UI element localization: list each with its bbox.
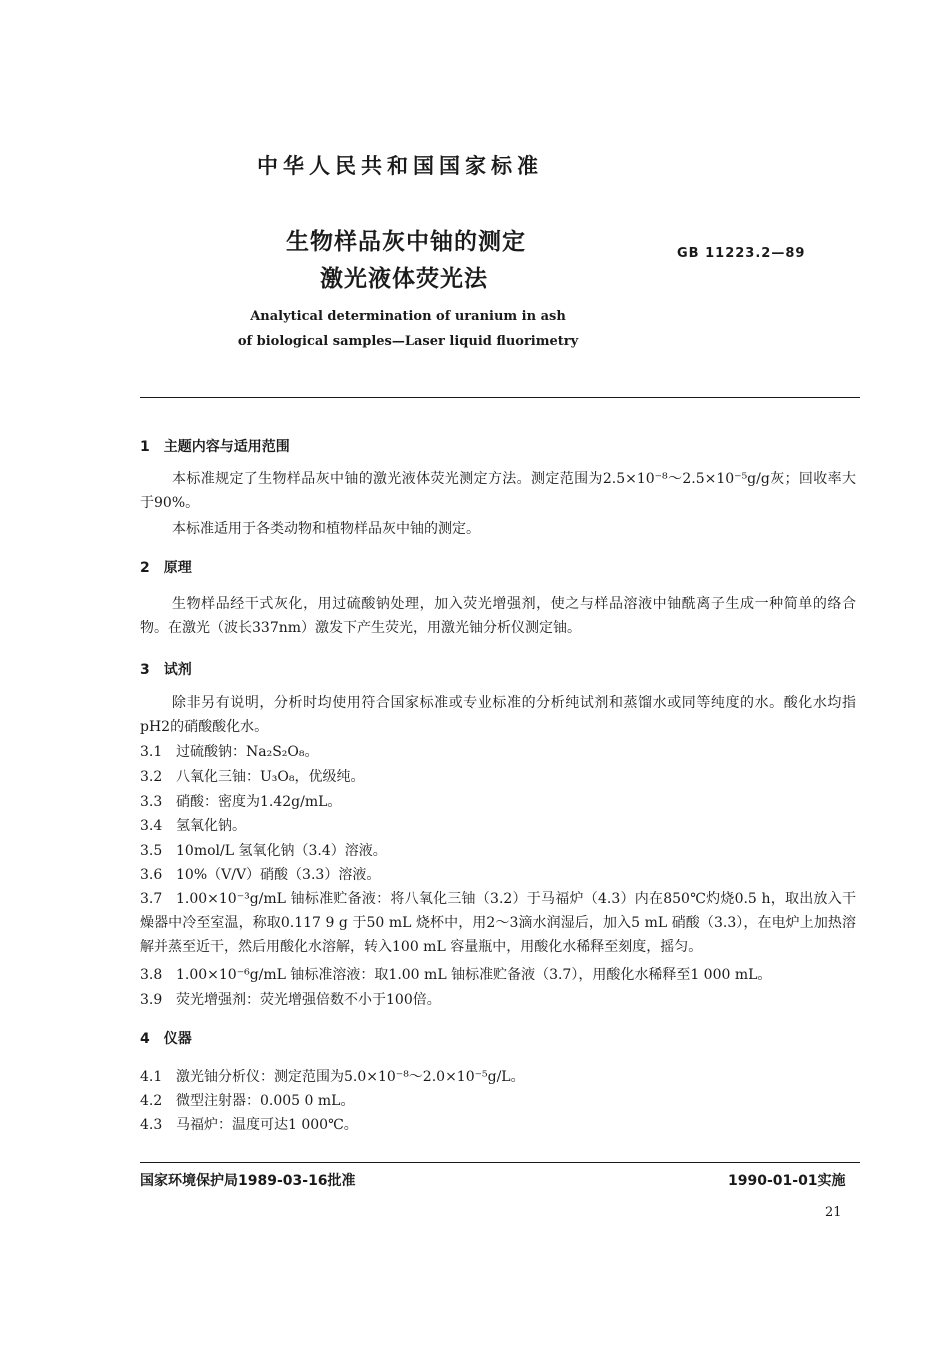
section-4-heading: 4 仪器: [140, 1031, 192, 1047]
list-item-3-8: [140, 964, 771, 984]
top-divider: [140, 397, 860, 398]
item-text: 荧光增强剂：荧光增强倍数不小于100倍。: [176, 992, 441, 1008]
list-item-3-6: [140, 864, 380, 884]
document-title-line-1: 生物样品灰中铀的测定: [286, 229, 526, 255]
list-item-3-1: [140, 741, 319, 761]
item-text: 氢氧化钠。: [176, 818, 246, 834]
section-3-paragraph: 除非另有说明，分析时均使用符合国家标准或专业标准的分析纯试剂和蒸馏水或同等纯度的水。酸化水均指 pH2的硝酸酸化水。: [140, 695, 856, 735]
item-text: 10mol/L 氢氧化钠（3.4）溶液。: [176, 843, 387, 859]
page-number: 21: [825, 1205, 842, 1220]
standard-body-title: 中华人民共和国国家标准: [257, 154, 543, 178]
standard-code: GB 11223.2—89: [677, 246, 806, 261]
item-text: 1.00×10⁻³g/mL 铀标准贮备液：将八氧化三铀（3.2）于马福炉（4.3）内在850℃灼烧0.5 h，取出放入干燥器中冷至室温，称取0.117 9 g 于50 mL 烧杯中，用2～3滴水润湿后，加入5 mL 硝酸（3.3），在电炉上加热溶解并蒸至近干，然后用酸化水溶解，转入100 mL 容量瓶中，用酸化水稀释至刻度，摇匀。: [140, 891, 856, 955]
item-number: 3.2: [140, 769, 163, 785]
english-title-line-2: of biological samples—Laser liquid fluorimetry: [237, 334, 579, 349]
list-item-3-2: [140, 766, 365, 786]
item-text: 10%（V/V）硝酸（3.3）溶液。: [176, 867, 381, 883]
item-number: 3.7: [140, 891, 163, 907]
section-2-paragraph: 生物样品经干式灰化，用过硫酸钠处理，加入荧光增强剂，使之与样品溶液中铀酰离子生成一种简单的络合物。在激光（波长337nm）激发下产生荧光，用激光铀分析仪测定铀。: [140, 596, 856, 636]
list-item-3-9: [140, 989, 441, 1009]
item-number: 3.4: [140, 818, 163, 834]
section-1-heading: 1 主题内容与适用范围: [140, 439, 290, 455]
item-number: 3.1: [140, 744, 163, 760]
list-item-4-1: [140, 1066, 525, 1086]
item-number: 4.2: [140, 1093, 163, 1109]
list-item-3-4: [140, 815, 246, 835]
list-item-4-3: [140, 1114, 358, 1134]
list-item-3-3: [140, 791, 341, 811]
item-number: 3.6: [140, 867, 163, 883]
effective-date: 1990-01-01实施: [728, 1173, 846, 1189]
list-item-4-2: [140, 1090, 354, 1110]
item-text: 1.00×10⁻⁶g/mL 铀标准溶液：取1.00 mL 铀标准贮备液（3.7），用酸化水稀释至1 000 mL。: [176, 967, 772, 983]
item-text: 过硫酸钠：Na₂S₂O₈。: [176, 744, 319, 760]
item-text: 硝酸：密度为1.42g/mL。: [176, 794, 342, 810]
item-number: 3.8: [140, 967, 163, 983]
bottom-divider: [140, 1162, 860, 1163]
item-number: 3.9: [140, 992, 163, 1008]
item-text: 微型注射器：0.005 0 mL。: [176, 1093, 355, 1109]
item-text: 马福炉：温度可达1 000℃。: [176, 1117, 358, 1133]
item-number: 4.1: [140, 1069, 163, 1085]
item-text: 激光铀分析仪：测定范围为5.0×10⁻⁸～2.0×10⁻⁵g/L。: [176, 1069, 525, 1085]
list-item-3-7: [140, 887, 856, 959]
english-title-line-1: Analytical determination of uranium in ash: [250, 309, 566, 324]
document-title-line-2: 激光液体荧光法: [320, 266, 488, 292]
item-number: 4.3: [140, 1117, 163, 1133]
list-item-3-5: [140, 840, 387, 860]
section-2-heading: 2 原理: [140, 560, 192, 576]
item-number: 3.5: [140, 843, 163, 859]
approval-line: 国家环境保护局1989-03-16批准: [140, 1173, 356, 1189]
item-text: 八氧化三铀：U₃O₈，优级纯。: [176, 769, 365, 785]
section-3-heading: 3 试剂: [140, 662, 192, 678]
section-1-paragraph-2: 本标准适用于各类动物和植物样品灰中铀的测定。: [172, 521, 480, 537]
section-1-paragraph-1: 本标准规定了生物样品灰中铀的激光液体荧光测定方法。测定范围为2.5×10⁻⁸～2.5×10⁻⁵g/g灰；回收率大于90%。: [140, 471, 856, 511]
item-number: 3.3: [140, 794, 163, 810]
